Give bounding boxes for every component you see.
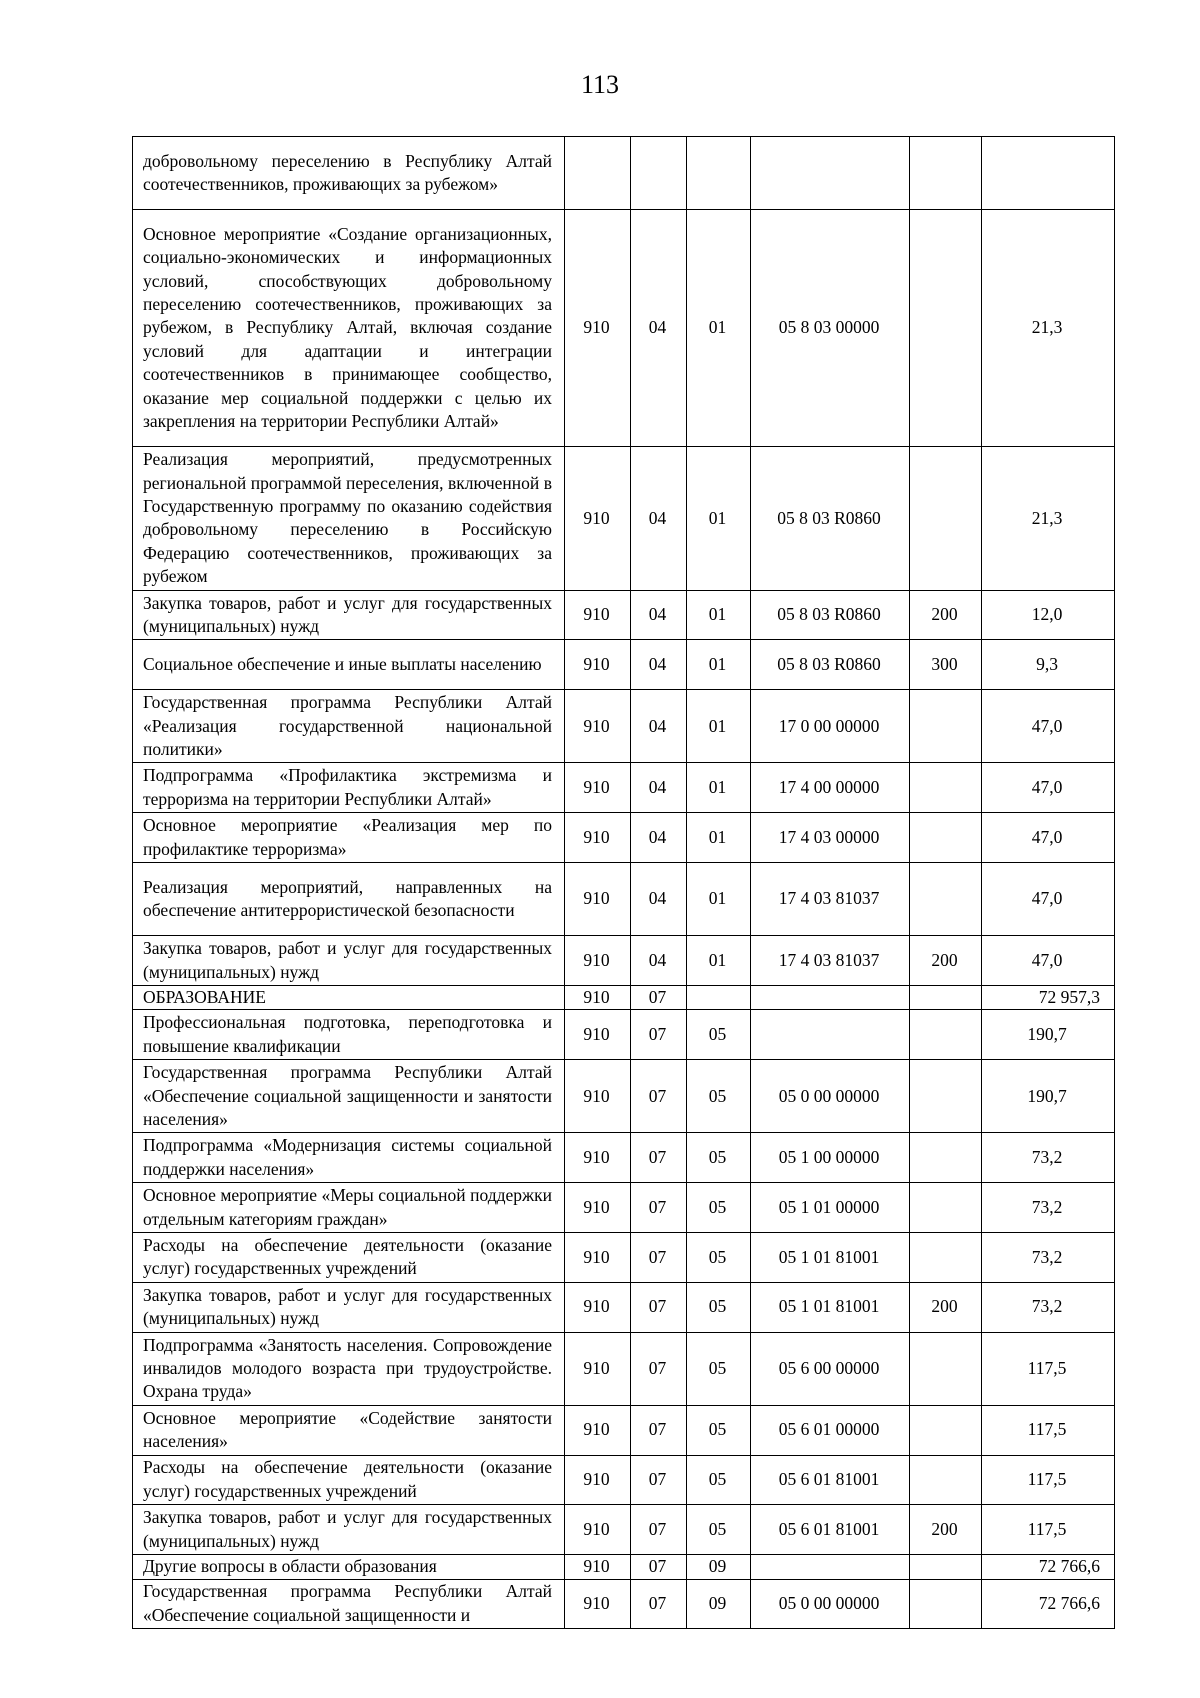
subsection-cell: 05 (687, 1232, 751, 1282)
target-article-cell: 05 8 03 R0860 (751, 640, 910, 690)
subsection-cell: 05 (687, 1332, 751, 1405)
row-name-cell: Государственная программа Республики Алтай «Обеспечение социальной защищенности и (133, 1579, 565, 1629)
expense-type-cell (910, 447, 982, 590)
row-name-cell: Подпрограмма «Модернизация системы социальной поддержки населения» (133, 1133, 565, 1183)
amount-cell: 190,7 (982, 1010, 1115, 1060)
amount-cell: 73,2 (982, 1133, 1115, 1183)
expense-type-cell (910, 690, 982, 763)
subsection-cell: 05 (687, 1505, 751, 1555)
gr-code-cell: 910 (565, 447, 631, 590)
gr-code-cell: 910 (565, 763, 631, 813)
expense-type-cell (910, 1405, 982, 1455)
gr-code-cell: 910 (565, 1555, 631, 1579)
section-cell (631, 137, 687, 210)
gr-code-cell: 910 (565, 640, 631, 690)
table-row (133, 690, 1115, 763)
subsection-cell: 01 (687, 447, 751, 590)
subsection-cell: 05 (687, 1010, 751, 1060)
amount-cell: 72 766,6 (982, 1555, 1115, 1579)
section-cell: 07 (631, 985, 687, 1009)
gr-code-cell: 910 (565, 813, 631, 863)
target-article-cell: 17 4 00 00000 (751, 763, 910, 813)
expense-type-cell (910, 862, 982, 935)
table-row (133, 1579, 1115, 1629)
table-row (133, 763, 1115, 813)
table-row (133, 447, 1115, 590)
row-name-cell: Основное мероприятие «Содействие занятости населения» (133, 1405, 565, 1455)
amount-cell: 117,5 (982, 1405, 1115, 1455)
subsection-cell: 09 (687, 1555, 751, 1579)
subsection-cell: 05 (687, 1133, 751, 1183)
amount-cell: 190,7 (982, 1060, 1115, 1133)
amount-cell (982, 137, 1115, 210)
section-cell: 04 (631, 813, 687, 863)
target-article-cell: 17 4 03 81037 (751, 936, 910, 986)
table-row (133, 1282, 1115, 1332)
expense-type-cell: 200 (910, 1282, 982, 1332)
section-cell: 07 (631, 1332, 687, 1405)
row-name-cell: Закупка товаров, работ и услуг для государственных (муниципальных) нужд (133, 1505, 565, 1555)
amount-cell: 72 766,6 (982, 1579, 1115, 1629)
subsection-cell: 01 (687, 590, 751, 640)
expense-type-cell (910, 813, 982, 863)
target-article-cell: 05 0 00 00000 (751, 1579, 910, 1629)
target-article-cell: 05 6 01 81001 (751, 1505, 910, 1555)
subsection-cell: 05 (687, 1405, 751, 1455)
row-name-cell: ОБРАЗОВАНИЕ (133, 985, 565, 1009)
row-name-cell: Реализация мероприятий, предусмотренных региональной программой переселения, включенной в Государственную программу по оказанию содействия добровольному переселению в Российскую Федерацию соотечественников, проживающих за рубежом (133, 447, 565, 590)
row-name-cell: Реализация мероприятий, направленных на обеспечение антитеррористической безопасности (133, 862, 565, 935)
table-row (133, 1405, 1115, 1455)
target-article-cell: 05 1 01 81001 (751, 1282, 910, 1332)
target-article-cell (751, 137, 910, 210)
table-body (133, 137, 1115, 1629)
amount-cell: 21,3 (982, 210, 1115, 447)
gr-code-cell: 910 (565, 1282, 631, 1332)
amount-cell: 73,2 (982, 1183, 1115, 1233)
amount-cell: 117,5 (982, 1332, 1115, 1405)
expense-type-cell: 200 (910, 590, 982, 640)
amount-cell: 73,2 (982, 1282, 1115, 1332)
subsection-cell: 01 (687, 690, 751, 763)
expense-type-cell (910, 1579, 982, 1629)
expense-type-cell (910, 1010, 982, 1060)
subsection-cell: 05 (687, 1060, 751, 1133)
target-article-cell: 05 8 03 R0860 (751, 447, 910, 590)
section-cell: 04 (631, 690, 687, 763)
subsection-cell (687, 985, 751, 1009)
expense-type-cell (910, 1133, 982, 1183)
subsection-cell: 01 (687, 210, 751, 447)
table-row (133, 813, 1115, 863)
expense-type-cell: 300 (910, 640, 982, 690)
amount-cell: 12,0 (982, 590, 1115, 640)
gr-code-cell: 910 (565, 590, 631, 640)
gr-code-cell: 910 (565, 1405, 631, 1455)
row-name-cell: Государственная программа Республики Алтай «Обеспечение социальной защищенности и занятости населения» (133, 1060, 565, 1133)
amount-cell: 117,5 (982, 1505, 1115, 1555)
target-article-cell: 05 6 01 81001 (751, 1455, 910, 1505)
table-row (133, 1332, 1115, 1405)
amount-cell: 117,5 (982, 1455, 1115, 1505)
table-row (133, 1455, 1115, 1505)
section-cell: 07 (631, 1060, 687, 1133)
section-cell: 07 (631, 1010, 687, 1060)
gr-code-cell: 910 (565, 690, 631, 763)
subsection-cell (687, 137, 751, 210)
target-article-cell (751, 1555, 910, 1579)
table-row (133, 985, 1115, 1009)
target-article-cell: 05 8 03 R0860 (751, 590, 910, 640)
subsection-cell: 01 (687, 862, 751, 935)
table-row (133, 210, 1115, 447)
section-cell: 07 (631, 1183, 687, 1233)
section-cell: 07 (631, 1405, 687, 1455)
expense-type-cell (910, 763, 982, 813)
budget-table (132, 136, 1115, 1629)
target-article-cell: 17 4 03 00000 (751, 813, 910, 863)
subsection-cell: 05 (687, 1183, 751, 1233)
gr-code-cell: 910 (565, 1505, 631, 1555)
row-name-cell: Расходы на обеспечение деятельности (оказание услуг) государственных учреждений (133, 1232, 565, 1282)
expense-type-cell (910, 1332, 982, 1405)
section-cell: 04 (631, 640, 687, 690)
table-row (133, 1232, 1115, 1282)
row-name-cell: Закупка товаров, работ и услуг для государственных (муниципальных) нужд (133, 1282, 565, 1332)
subsection-cell: 01 (687, 763, 751, 813)
subsection-cell: 09 (687, 1579, 751, 1629)
expense-type-cell (910, 1555, 982, 1579)
table-row (133, 1505, 1115, 1555)
row-name-cell: Расходы на обеспечение деятельности (оказание услуг) государственных учреждений (133, 1455, 565, 1505)
section-cell: 07 (631, 1555, 687, 1579)
section-cell: 07 (631, 1579, 687, 1629)
subsection-cell: 05 (687, 1455, 751, 1505)
target-article-cell: 05 0 00 00000 (751, 1060, 910, 1133)
amount-cell: 73,2 (982, 1232, 1115, 1282)
gr-code-cell: 910 (565, 1455, 631, 1505)
row-name-cell: Основное мероприятие «Реализация мер по профилактике терроризма» (133, 813, 565, 863)
amount-cell: 72 957,3 (982, 985, 1115, 1009)
amount-cell: 9,3 (982, 640, 1115, 690)
table-row (133, 862, 1115, 935)
amount-cell: 47,0 (982, 690, 1115, 763)
amount-cell: 47,0 (982, 813, 1115, 863)
target-article-cell: 17 4 03 81037 (751, 862, 910, 935)
section-cell: 07 (631, 1505, 687, 1555)
expense-type-cell: 200 (910, 936, 982, 986)
table-row (133, 640, 1115, 690)
gr-code-cell (565, 137, 631, 210)
expense-type-cell (910, 137, 982, 210)
row-name-cell: Закупка товаров, работ и услуг для государственных (муниципальных) нужд (133, 590, 565, 640)
target-article-cell: 05 1 01 81001 (751, 1232, 910, 1282)
amount-cell: 47,0 (982, 763, 1115, 813)
target-article-cell: 05 8 03 00000 (751, 210, 910, 447)
expense-type-cell (910, 210, 982, 447)
expense-type-cell: 200 (910, 1505, 982, 1555)
table-row (133, 1555, 1115, 1579)
target-article-cell (751, 985, 910, 1009)
row-name-cell: добровольному переселению в Республику Алтай соотечественников, проживающих за рубежом» (133, 137, 565, 210)
subsection-cell: 01 (687, 640, 751, 690)
expense-type-cell (910, 1183, 982, 1233)
table-row (133, 936, 1115, 986)
expense-type-cell (910, 985, 982, 1009)
section-cell: 04 (631, 763, 687, 813)
table-row (133, 1010, 1115, 1060)
target-article-cell: 05 1 00 00000 (751, 1133, 910, 1183)
gr-code-cell: 910 (565, 210, 631, 447)
amount-cell: 47,0 (982, 862, 1115, 935)
row-name-cell: Государственная программа Республики Алтай «Реализация государственной национальной политики» (133, 690, 565, 763)
table-row (133, 590, 1115, 640)
gr-code-cell: 910 (565, 1060, 631, 1133)
row-name-cell: Социальное обеспечение и иные выплаты населению (133, 640, 565, 690)
amount-cell: 21,3 (982, 447, 1115, 590)
gr-code-cell: 910 (565, 936, 631, 986)
section-cell: 07 (631, 1133, 687, 1183)
gr-code-cell: 910 (565, 862, 631, 935)
gr-code-cell: 910 (565, 1579, 631, 1629)
amount-cell: 47,0 (982, 936, 1115, 986)
section-cell: 07 (631, 1282, 687, 1332)
section-cell: 07 (631, 1232, 687, 1282)
table-row (133, 137, 1115, 210)
target-article-cell: 05 6 01 00000 (751, 1405, 910, 1455)
row-name-cell: Основное мероприятие «Создание организационных, социально-экономических и информационных условий, способствующих добровольному переселению соотечественников, проживающих за рубежом, в Республику Алтай, включая создание условий для адаптации и интеграции соотечественников в принимающее сообщество, оказание мер социальной поддержки с целью их закрепления на территории Республики Алтай» (133, 210, 565, 447)
section-cell: 04 (631, 447, 687, 590)
section-cell: 04 (631, 862, 687, 935)
subsection-cell: 05 (687, 1282, 751, 1332)
section-cell: 04 (631, 590, 687, 640)
row-name-cell: Подпрограмма «Занятость населения. Сопровождение инвалидов молодого возраста при трудоустройстве. Охрана труда» (133, 1332, 565, 1405)
table-row (133, 1060, 1115, 1133)
expense-type-cell (910, 1060, 982, 1133)
row-name-cell: Другие вопросы в области образования (133, 1555, 565, 1579)
section-cell: 04 (631, 936, 687, 986)
target-article-cell: 05 6 00 00000 (751, 1332, 910, 1405)
table-row (133, 1133, 1115, 1183)
gr-code-cell: 910 (565, 1010, 631, 1060)
target-article-cell (751, 1010, 910, 1060)
gr-code-cell: 910 (565, 1232, 631, 1282)
row-name-cell: Основное мероприятие «Меры социальной поддержки отдельным категориям граждан» (133, 1183, 565, 1233)
row-name-cell: Закупка товаров, работ и услуг для государственных (муниципальных) нужд (133, 936, 565, 986)
target-article-cell: 05 1 01 00000 (751, 1183, 910, 1233)
subsection-cell: 01 (687, 936, 751, 986)
gr-code-cell: 910 (565, 985, 631, 1009)
target-article-cell: 17 0 00 00000 (751, 690, 910, 763)
gr-code-cell: 910 (565, 1332, 631, 1405)
subsection-cell: 01 (687, 813, 751, 863)
section-cell: 04 (631, 210, 687, 447)
gr-code-cell: 910 (565, 1183, 631, 1233)
expense-type-cell (910, 1455, 982, 1505)
section-cell: 07 (631, 1455, 687, 1505)
row-name-cell: Профессиональная подготовка, переподготовка и повышение квалификации (133, 1010, 565, 1060)
row-name-cell: Подпрограмма «Профилактика экстремизма и терроризма на территории Республики Алтай» (133, 763, 565, 813)
expense-type-cell (910, 1232, 982, 1282)
gr-code-cell: 910 (565, 1133, 631, 1183)
table-row (133, 1183, 1115, 1233)
page-number: 113 (580, 70, 620, 99)
